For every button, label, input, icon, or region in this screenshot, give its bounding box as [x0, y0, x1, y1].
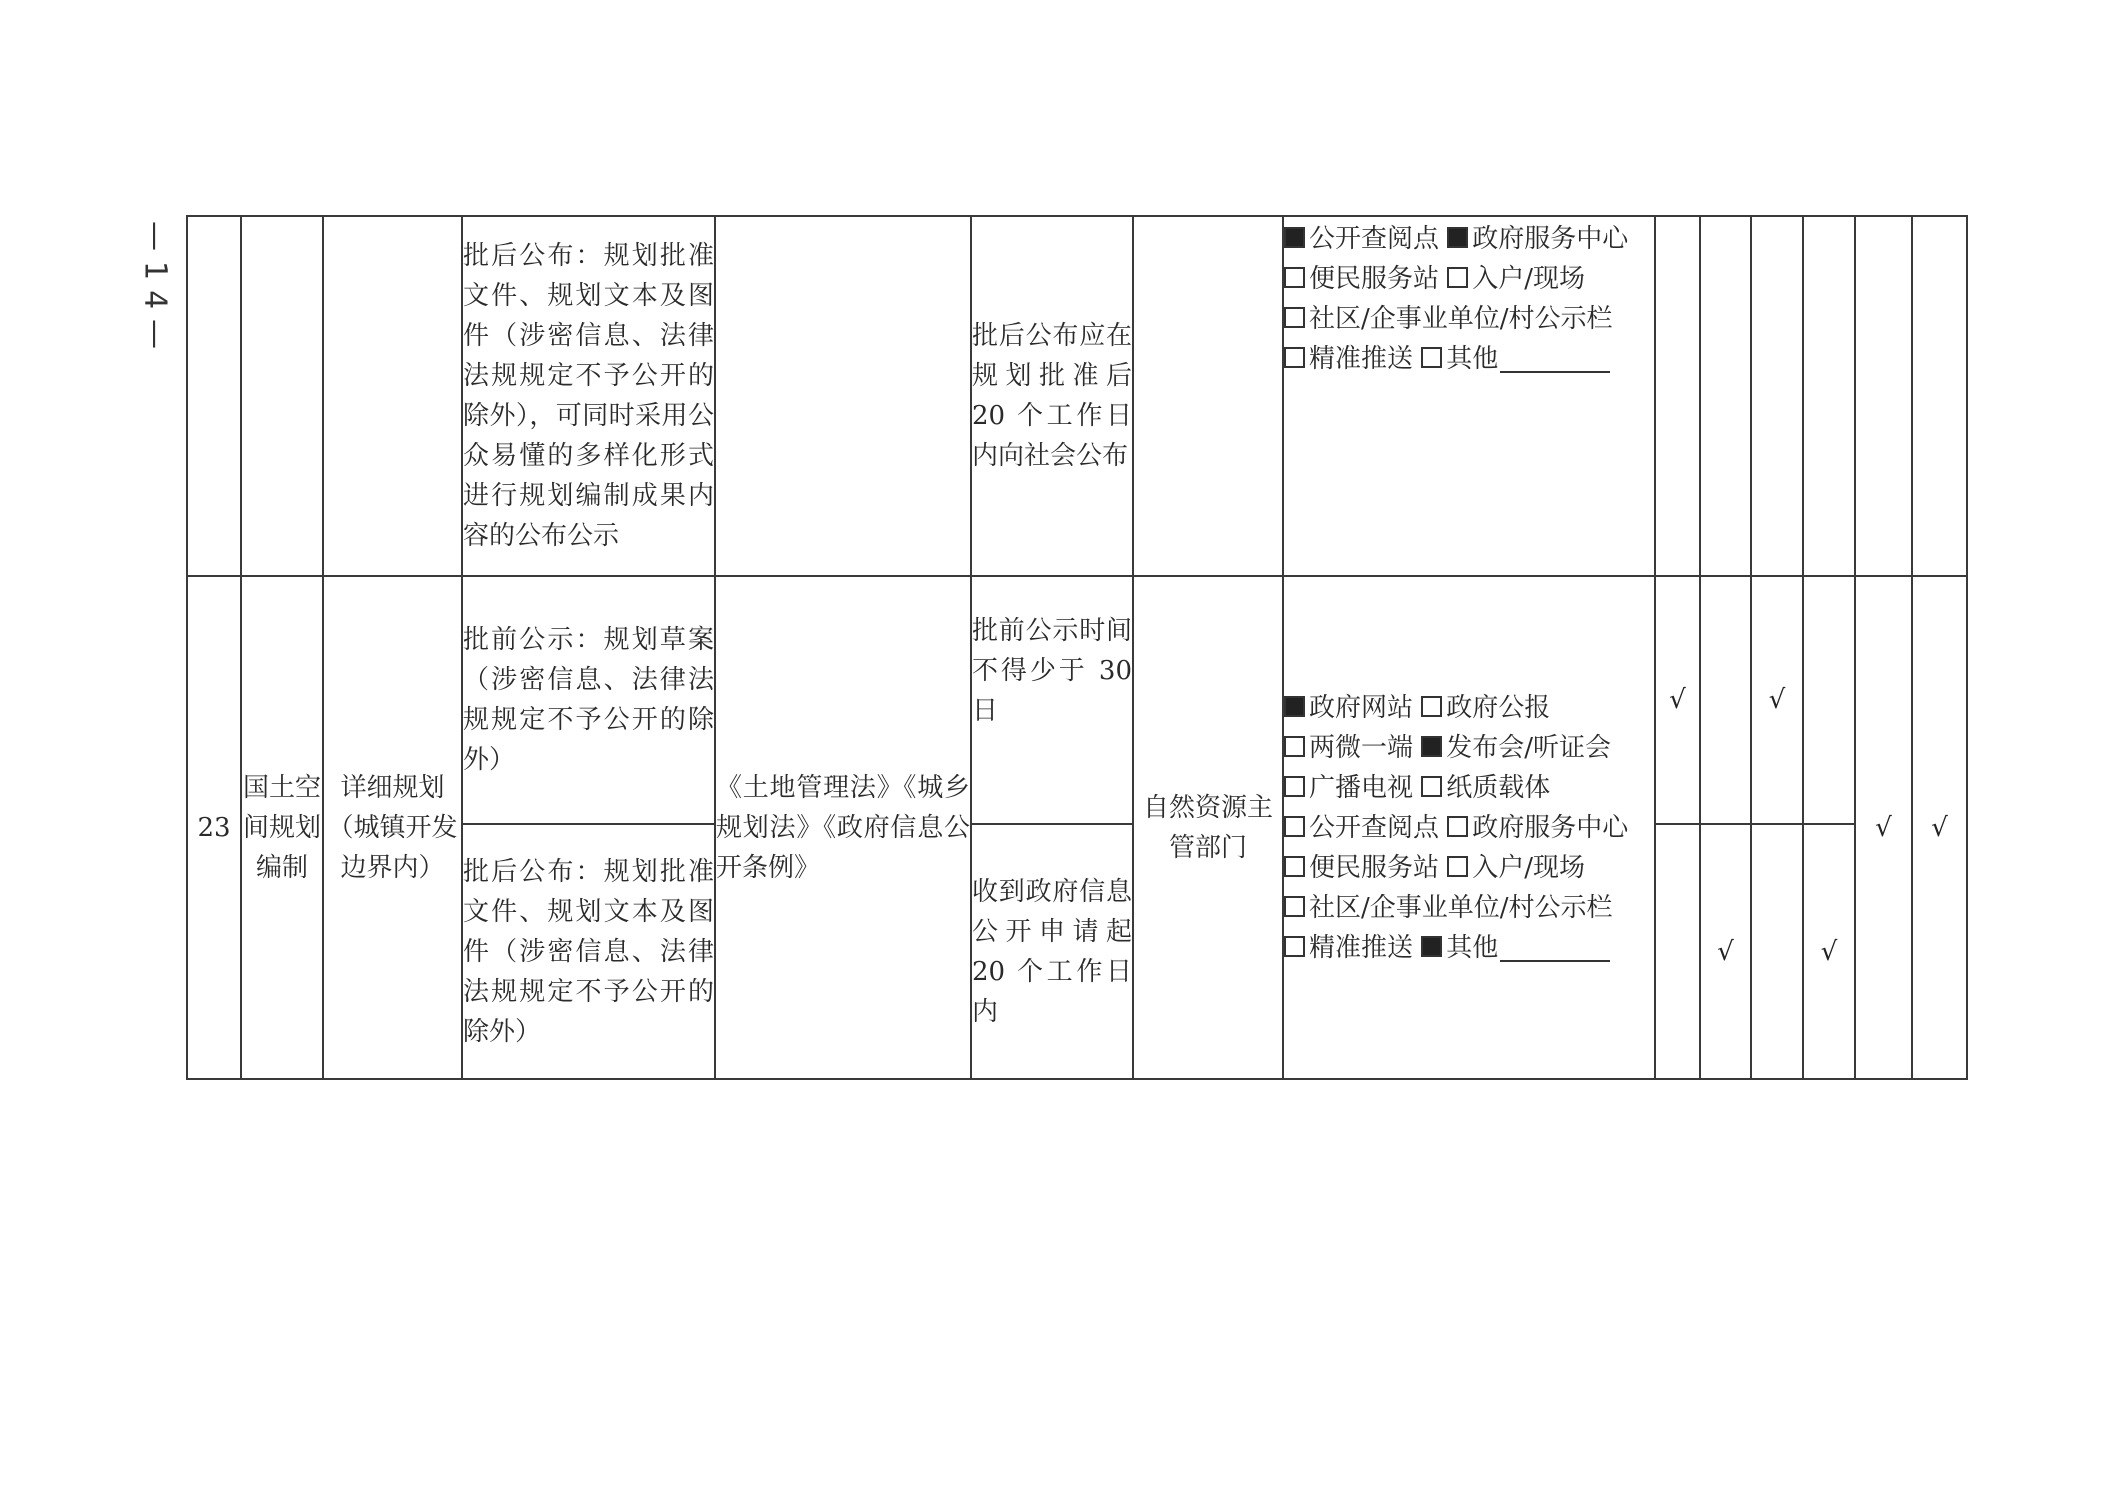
channel-label: 入户/现场 [1472, 264, 1586, 294]
channel-line [1284, 339, 1654, 379]
mark-cell [1751, 216, 1803, 576]
channel-label: 其他 [1446, 932, 1499, 963]
time-cell: 批后公布应在规划批准后 20 个工作日内向社会公布 [971, 216, 1133, 576]
time-cell-pre: 批前公示时间不得少于 30 日 [971, 576, 1133, 824]
channel-line [1284, 259, 1654, 299]
channel-label: 入户/现场 [1472, 852, 1586, 883]
time-cell-post: 收到政府信息公开申请起 20 个工作日内 [971, 824, 1133, 1079]
channels-cell [1283, 576, 1655, 1079]
checkbox-unchecked [1284, 307, 1305, 328]
check-mark: √ [1912, 576, 1967, 1079]
checkbox-checked [1447, 227, 1468, 248]
checkbox-unchecked [1447, 856, 1468, 877]
dept-cell [1133, 216, 1283, 576]
channel-label: 社区/企事业单位/村公示栏 [1309, 892, 1613, 923]
channel-line [1284, 808, 1654, 848]
checkbox-unchecked [1284, 856, 1305, 877]
checkbox-unchecked [1447, 267, 1468, 288]
basis-cell [715, 216, 971, 576]
channel-label: 精准推送 [1309, 344, 1414, 374]
checkbox-checked [1284, 696, 1305, 717]
channel-label: 精准推送 [1309, 932, 1414, 963]
mark-cell [1700, 216, 1751, 576]
checkbox-unchecked [1284, 347, 1305, 368]
checkbox-unchecked [1284, 267, 1305, 288]
checkbox-unchecked [1284, 776, 1305, 797]
content-cell-post: 批后公布：规划批准文件、规划文本及图件（涉密信息、法律法规规定不予公开的除外） [462, 824, 715, 1079]
checkbox-checked [1284, 227, 1305, 248]
check-mark: √ [1655, 576, 1700, 824]
channel-line [1284, 888, 1654, 928]
checkbox-checked [1421, 936, 1442, 957]
channel-label: 其他 [1446, 344, 1499, 374]
row-number: 23 [187, 576, 241, 1079]
table-row-continued [187, 216, 1967, 576]
channel-label: 两微一端 [1309, 732, 1414, 763]
check-mark: √ [1751, 576, 1803, 824]
channel-label: 社区/企事业单位/村公示栏 [1309, 304, 1613, 334]
mark-cell [1803, 216, 1855, 576]
cell-empty [241, 216, 323, 576]
channel-label: 便民服务站 [1309, 264, 1440, 294]
channel-line [1284, 688, 1654, 728]
check-mark [1803, 576, 1855, 824]
category-cell: 国土空间规划编制 [241, 576, 323, 1079]
channel-line [1284, 219, 1654, 259]
channel-list [1284, 688, 1654, 968]
checkbox-unchecked [1421, 696, 1442, 717]
table-row-23 [187, 576, 1967, 824]
mark-cell [1655, 216, 1700, 576]
channel-label: 广播电视 [1309, 772, 1414, 803]
sub-category-cell: 详细规划（城镇开发边界内） [323, 576, 462, 1079]
channel-label: 政府网站 [1309, 692, 1414, 723]
channel-label: 公开查阅点 [1309, 224, 1440, 254]
check-mark: √ [1855, 576, 1912, 1079]
channel-line [1284, 299, 1654, 339]
channel-label: 政府服务中心 [1472, 224, 1629, 254]
channel-label: 发布会/听证会 [1446, 732, 1612, 763]
check-mark [1655, 824, 1700, 1079]
page-number: — 14 — [137, 220, 173, 360]
page-number-value: 14 [137, 260, 173, 320]
channel-list [1284, 219, 1654, 379]
checkbox-unchecked [1421, 776, 1442, 797]
fill-blank [1500, 934, 1610, 962]
checkbox-unchecked [1284, 896, 1305, 917]
checkbox-unchecked [1284, 736, 1305, 757]
channel-label: 便民服务站 [1309, 852, 1440, 883]
channel-label: 纸质载体 [1446, 772, 1551, 803]
checkbox-unchecked [1284, 936, 1305, 957]
mark-cell [1855, 216, 1912, 576]
check-mark: √ [1803, 824, 1855, 1079]
disclosure-table [186, 215, 1968, 1080]
check-mark [1700, 576, 1751, 824]
check-mark: √ [1700, 824, 1751, 1079]
channel-line [1284, 928, 1654, 968]
channel-line [1284, 728, 1654, 768]
channel-label: 政府服务中心 [1472, 812, 1629, 843]
channel-line [1284, 848, 1654, 888]
channel-label: 政府公报 [1446, 692, 1551, 723]
checkbox-checked [1421, 736, 1442, 757]
mark-cell [1912, 216, 1967, 576]
dept-cell: 自然资源主管部门 [1133, 576, 1283, 1079]
channel-label: 公开查阅点 [1309, 812, 1440, 843]
cell-empty [187, 216, 241, 576]
check-mark [1751, 824, 1803, 1079]
checkbox-unchecked [1421, 347, 1442, 368]
checkbox-unchecked [1447, 816, 1468, 837]
content-cell-pre: 批前公示：规划草案（涉密信息、法律法规规定不予公开的除外） [462, 576, 715, 824]
cell-empty [323, 216, 462, 576]
fill-blank [1500, 345, 1610, 373]
basis-cell: 《土地管理法》《城乡规划法》《政府信息公开条例》 [715, 576, 971, 1079]
content-cell: 批后公布：规划批准文件、规划文本及图件（涉密信息、法律法规规定不予公开的除外），可同时采用公众易懂的多样化形式进行规划编制成果内容的公布公示 [462, 216, 715, 576]
channels-cell [1283, 216, 1655, 576]
checkbox-unchecked [1284, 816, 1305, 837]
channel-line [1284, 768, 1654, 808]
